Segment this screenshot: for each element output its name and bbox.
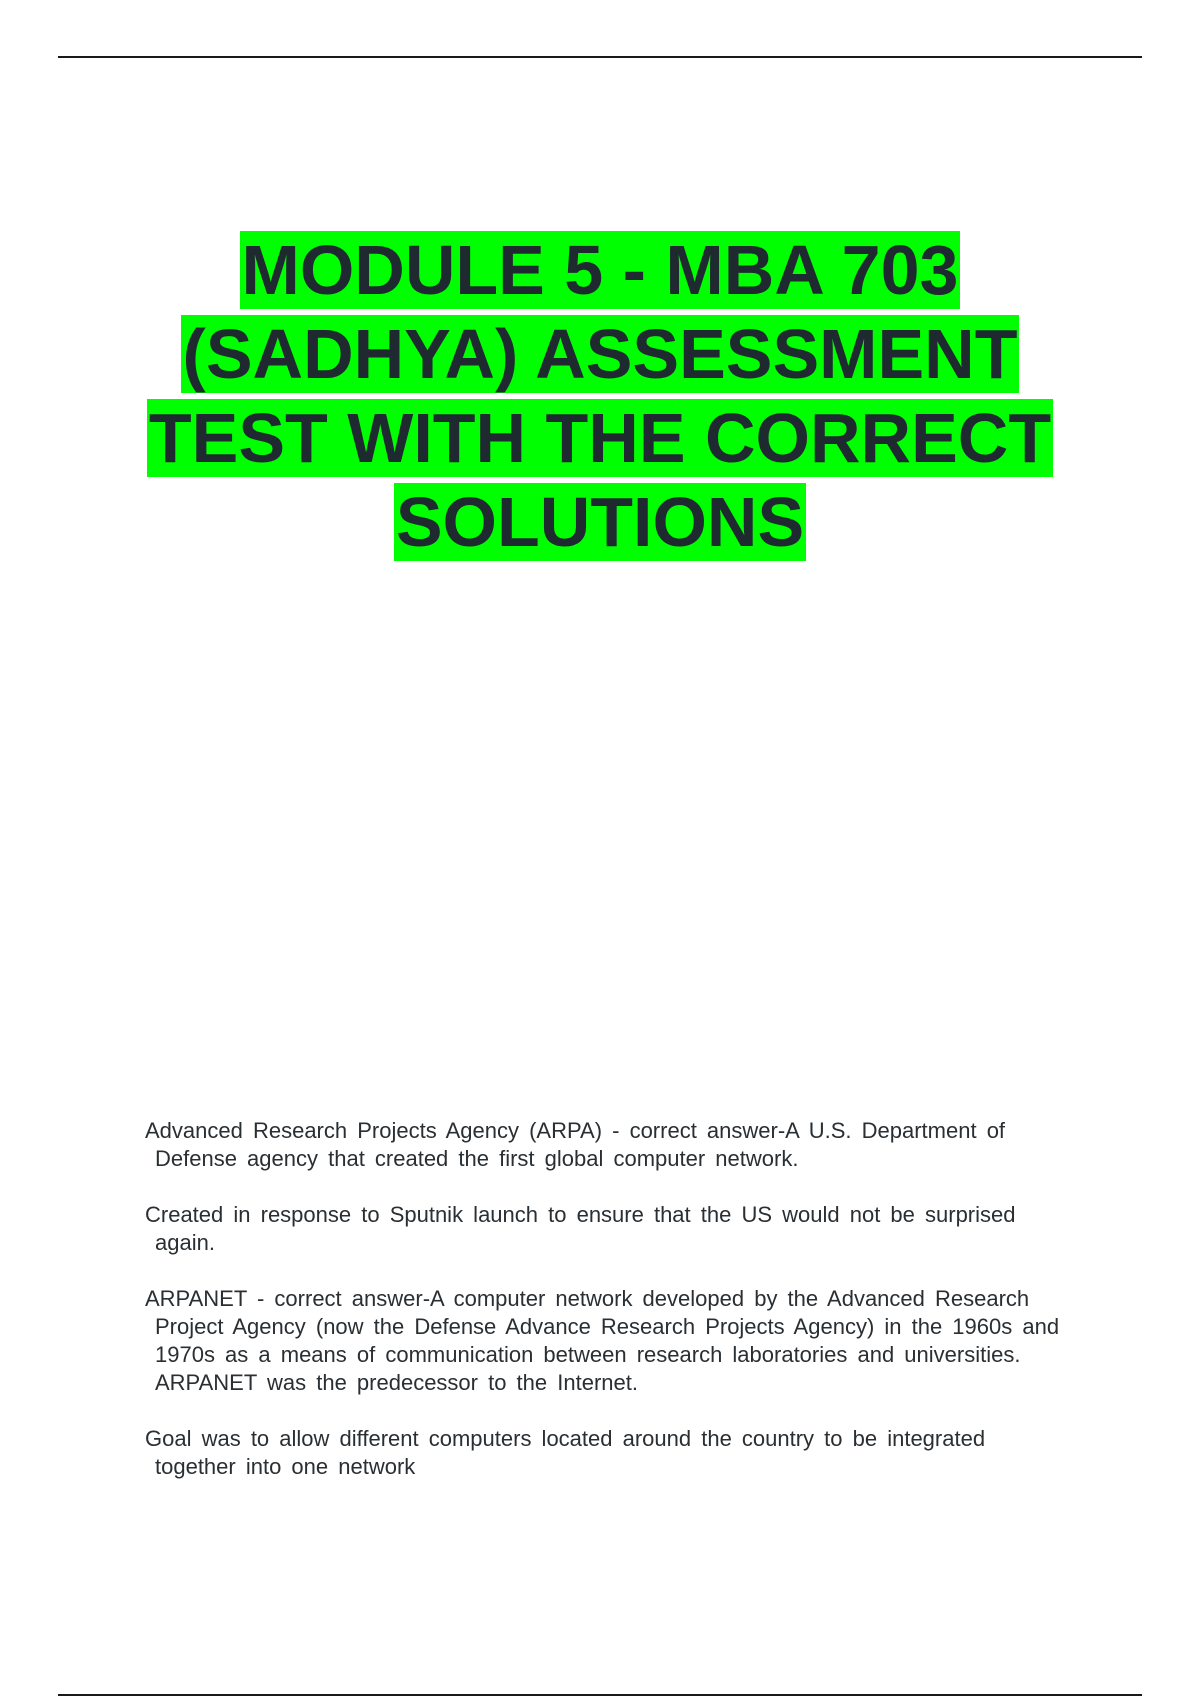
paragraph-goal: Goal was to allow different computers located around the country to be integrated together into one network [145, 1426, 986, 1479]
paragraph-arpa: Advanced Research Projects Agency (ARPA) - correct answer-A U.S. Department of Defense agency that created the first global computer network. [145, 1118, 1006, 1171]
title-block [100, 228, 1100, 564]
document-title: MODULE 5 - MBA 703 (SADHYA) ASSESSMENT TEST WITH THE CORRECT SOLUTIONS [148, 231, 1052, 561]
top-rule [58, 56, 1142, 58]
bottom-rule [58, 1694, 1142, 1696]
paragraph-arpanet: ARPANET - correct answer-A computer network developed by the Advanced Research Project Agency (now the Defense Advance Research Projects Agency) in the 1960s and 1970s as a means of communication between research laboratories and universities. ARPANET was the predecessor to the Internet. [145, 1286, 1060, 1395]
paragraph-sputnik: Created in response to Sputnik launch to ensure that the US would not be surprised again. [145, 1202, 1016, 1255]
document-body [145, 1117, 1065, 1509]
